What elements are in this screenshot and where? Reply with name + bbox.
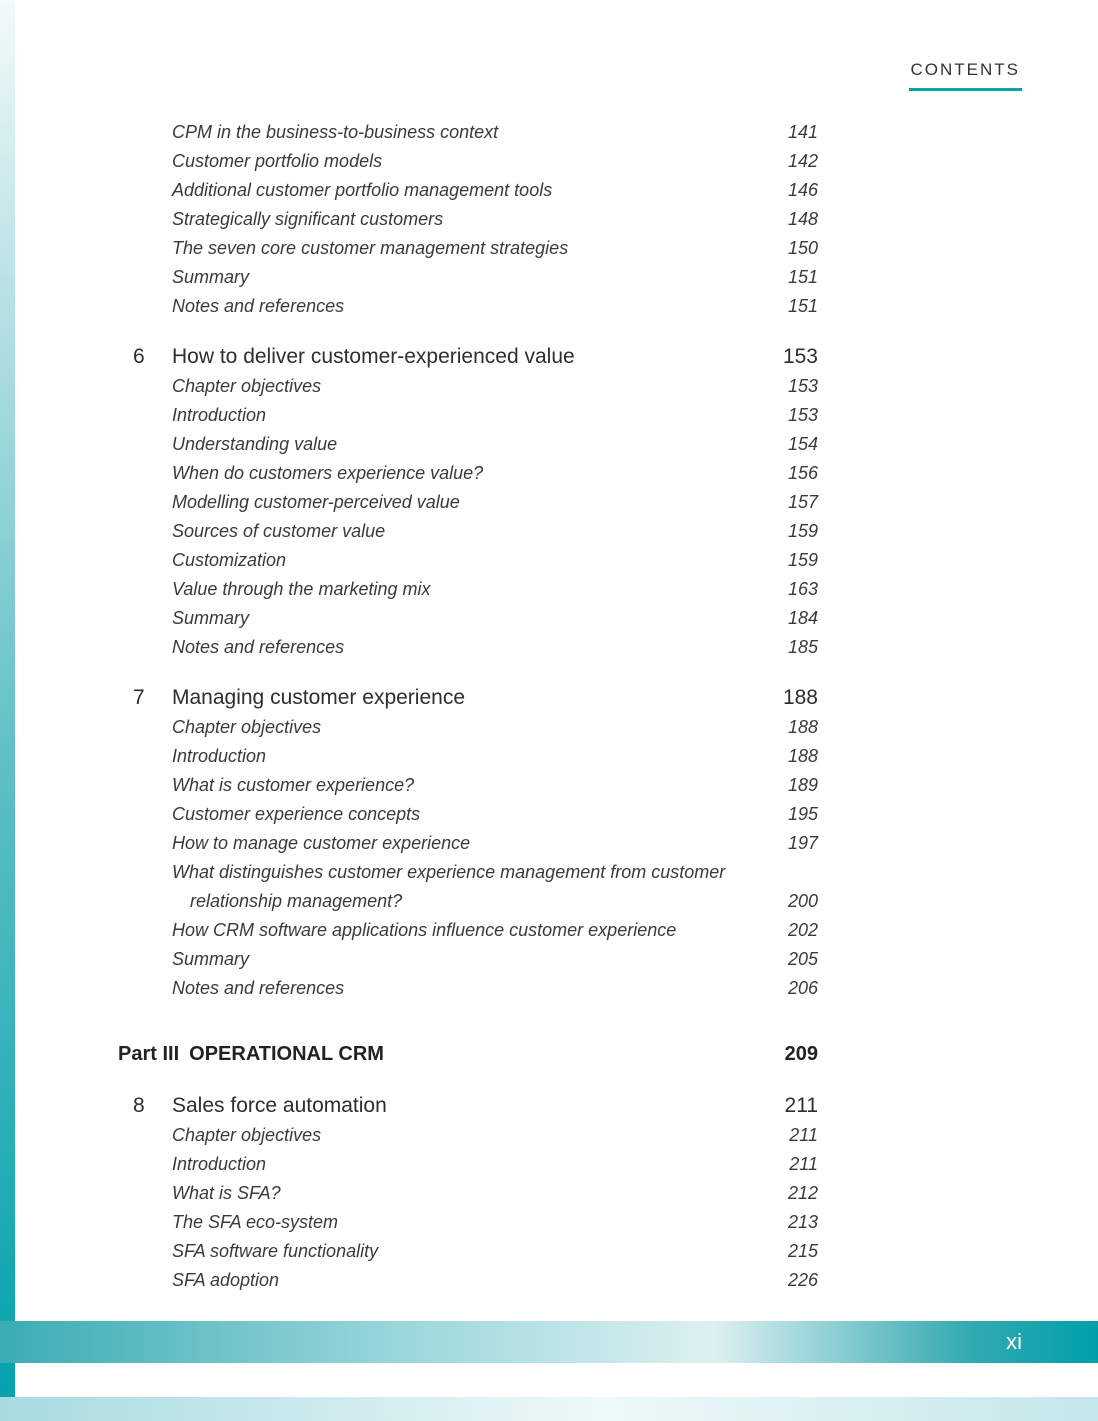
toc-entry [118, 1208, 818, 1237]
toc-entry [118, 546, 818, 575]
toc-entry [118, 633, 818, 662]
entry-text: Notes and references [172, 296, 345, 316]
entry-label [172, 742, 776, 771]
entry-page: 202 [787, 920, 818, 940]
entry-text: Value through the marketing mix [172, 579, 431, 599]
entry-text: Chapter objectives [172, 717, 322, 737]
toc-entry [118, 401, 818, 430]
toc-entry [118, 575, 818, 604]
entry-label [172, 800, 776, 829]
entry-page: 150 [787, 238, 818, 258]
toc-entry [118, 974, 818, 1003]
entry-page: 211 [789, 1154, 818, 1174]
toc-entry [118, 945, 818, 974]
toc-entry [118, 147, 818, 176]
entry-page: 197 [787, 833, 818, 853]
entry-label [172, 829, 776, 858]
entry-label [172, 488, 776, 517]
entry-page: 195 [787, 804, 818, 824]
entry-text: Notes and references [172, 637, 345, 657]
entry-label [172, 1121, 777, 1150]
entry-page: 185 [787, 637, 818, 657]
chapter-page: 211 [784, 1094, 818, 1117]
entry-text: Sources of customer value [172, 521, 386, 541]
entry-page: 142 [787, 151, 818, 171]
entry-text: Customization [172, 550, 287, 570]
left-accent-bar [0, 0, 15, 1421]
entry-page: 151 [787, 296, 818, 316]
toc-entry [118, 771, 818, 800]
toc-entry [118, 234, 818, 263]
entry-text: Customer portfolio models [172, 151, 383, 171]
entry-label [172, 459, 776, 488]
entry-text: Introduction [172, 1154, 267, 1174]
entry-text: How to manage customer experience [172, 833, 471, 853]
entry-page: 159 [787, 550, 818, 570]
toc-entry [118, 176, 818, 205]
entry-text: Understanding value [172, 434, 338, 454]
entry-text: What is SFA? [172, 1183, 281, 1203]
entry-label [172, 575, 776, 604]
entry-page: 146 [787, 180, 818, 200]
toc-entry [118, 829, 818, 858]
footer-band [0, 1321, 1098, 1363]
entry-text: What is customer experience? [172, 775, 415, 795]
entry-label [172, 372, 776, 401]
toc-entry [118, 1266, 818, 1295]
entry-text: Summary [172, 608, 250, 628]
toc-entry [118, 1150, 818, 1179]
entry-text: The seven core customer management strategies [172, 238, 569, 258]
entry-page: 156 [787, 463, 818, 483]
entry-text: SFA software functionality [172, 1241, 379, 1261]
page-number: xi [1006, 1329, 1022, 1354]
toc-entry [118, 713, 818, 742]
entry-label [172, 974, 776, 1003]
toc-entry [118, 118, 818, 147]
entry-label [172, 633, 776, 662]
entry-label [172, 292, 776, 321]
chapter-number: 6 [133, 345, 145, 368]
entry-page: 206 [787, 978, 818, 998]
toc-entry [118, 430, 818, 459]
toc-entry [118, 604, 818, 633]
entry-text: SFA adoption [172, 1270, 280, 1290]
entry-text: Chapter objectives [172, 376, 322, 396]
entry-page: 151 [787, 267, 818, 287]
chapter-title: How to deliver customer-experienced value [172, 345, 575, 368]
chapter-page: 153 [782, 345, 818, 368]
part-title: OPERATIONAL CRM [189, 1043, 384, 1065]
entry-text: What distinguishes customer experience management from customer [172, 862, 726, 882]
chapter-title: Sales force automation [172, 1094, 387, 1117]
entry-label [172, 1150, 777, 1179]
entry-label [172, 234, 776, 263]
entry-label [172, 430, 776, 459]
entry-label [172, 176, 776, 205]
entry-label [172, 916, 776, 945]
toc-entry [118, 488, 818, 517]
chapter-heading [118, 682, 818, 713]
toc-entry [118, 1121, 818, 1150]
entry-page: 226 [787, 1270, 818, 1290]
entry-page: 148 [787, 209, 818, 229]
entry-label [172, 1237, 776, 1266]
entry-text: The SFA eco-system [172, 1212, 339, 1232]
entry-label [172, 546, 776, 575]
entry-text: Notes and references [172, 978, 345, 998]
entry-page: 153 [787, 376, 818, 396]
toc-entry [118, 459, 818, 488]
entry-page: 212 [787, 1183, 818, 1203]
entry-page: 141 [787, 122, 818, 142]
toc-entry [118, 292, 818, 321]
chapter-number: 7 [133, 686, 145, 709]
entry-label [172, 858, 776, 916]
entry-text: CPM in the business-to-business context [172, 122, 499, 142]
toc-entry [118, 517, 818, 546]
entry-text: Summary [172, 267, 250, 287]
entry-text: Chapter objectives [172, 1125, 322, 1145]
entry-text: Customer experience concepts [172, 804, 421, 824]
entry-label [172, 1208, 776, 1237]
entry-page: 211 [789, 1125, 818, 1145]
toc-entry [118, 1237, 818, 1266]
toc [118, 118, 818, 1295]
entry-page: 159 [787, 521, 818, 541]
entry-text: How CRM software applications influence customer experience [172, 920, 677, 940]
entry-label [172, 147, 776, 176]
entry-label [172, 401, 776, 430]
entry-label [172, 205, 776, 234]
chapter-heading [118, 1090, 818, 1121]
chapter-title: Managing customer experience [172, 686, 465, 709]
toc-entry [118, 800, 818, 829]
entry-label [172, 771, 776, 800]
toc-entry [118, 372, 818, 401]
entry-page: 157 [787, 492, 818, 512]
part-page: 209 [784, 1043, 818, 1065]
toc-entry [118, 742, 818, 771]
toc-entry [118, 205, 818, 234]
part-heading [118, 1039, 818, 1070]
chapter-page: 188 [782, 686, 818, 709]
chapter-heading [118, 341, 818, 372]
entry-text: Summary [172, 949, 250, 969]
part-label: Part III [118, 1043, 180, 1065]
entry-page: 153 [787, 405, 818, 425]
entry-label [172, 517, 776, 546]
entry-label [172, 263, 776, 292]
entry-label [172, 1179, 776, 1208]
entry-text: Additional customer portfolio management tools [172, 180, 553, 200]
entry-label [172, 1266, 776, 1295]
entry-page: 188 [787, 717, 818, 737]
entry-page: 184 [787, 608, 818, 628]
entry-page: 188 [787, 746, 818, 766]
entry-text-continuation: relationship management? [190, 891, 403, 911]
entry-page: 154 [787, 434, 818, 454]
toc-entry [118, 1179, 818, 1208]
entry-text: Strategically significant customers [172, 209, 444, 229]
entry-page: 200 [787, 891, 818, 911]
entry-page: 205 [787, 949, 818, 969]
entry-text: When do customers experience value? [172, 463, 484, 483]
entry-page: 215 [787, 1241, 818, 1261]
chapter-number: 8 [133, 1094, 145, 1117]
entry-page: 213 [787, 1212, 818, 1232]
entry-text: Introduction [172, 746, 267, 766]
entry-label [172, 118, 776, 147]
entry-text: Modelling customer-perceived value [172, 492, 460, 512]
toc-entry [118, 858, 818, 916]
toc-entry [118, 263, 818, 292]
bottom-accent-strip [0, 1397, 1098, 1421]
entry-page: 189 [787, 775, 818, 795]
entry-label [172, 945, 776, 974]
entry-text: Introduction [172, 405, 267, 425]
contents-header: CONTENTS [909, 60, 1023, 91]
entry-page: 163 [787, 579, 818, 599]
entry-label [172, 713, 776, 742]
toc-entry [118, 916, 818, 945]
entry-label [172, 604, 776, 633]
